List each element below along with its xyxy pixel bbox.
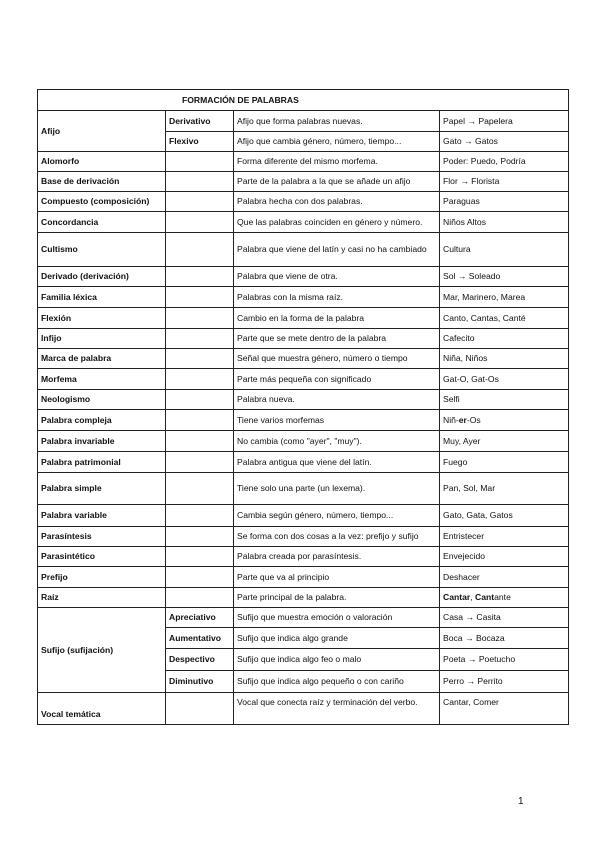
term-cell: Sufijo (sufijación): [38, 608, 166, 693]
empty-cell: [166, 287, 234, 308]
term-cell: Neologismo: [38, 390, 166, 410]
example-cell: [440, 410, 569, 431]
table-row: [38, 452, 569, 473]
subtype-cell: Derivativo: [166, 111, 234, 132]
definition-cell: Sufijo que indica algo grande: [234, 628, 440, 649]
table-row: [38, 608, 569, 628]
definition-cell: Palabra que viene del latín y casi no ha cambiado: [234, 233, 440, 267]
empty-cell: [166, 588, 234, 608]
table-row: [38, 505, 569, 527]
table-title: FORMACIÓN DE PALABRAS: [182, 94, 299, 105]
example-cell: Sol → Soleado: [440, 267, 569, 287]
definition-cell: Se forma con dos cosas a la vez: prefijo y sufijo: [234, 527, 440, 547]
term-cell: Raíz: [38, 588, 166, 608]
example-cell: Muy, Ayer: [440, 431, 569, 452]
empty-cell: [166, 410, 234, 431]
term-cell: Morfema: [38, 369, 166, 390]
example-prefix: Niñ-: [443, 414, 459, 425]
example-cell: Selfi: [440, 390, 569, 410]
table-row: [38, 588, 569, 608]
example-cell: Cafecito: [440, 329, 569, 349]
table-row: [38, 547, 569, 567]
empty-cell: [166, 473, 234, 505]
empty-cell: [166, 452, 234, 473]
example-cell: Deshacer: [440, 567, 569, 588]
definition-cell: Sufijo que muestra emoción o valoración: [234, 608, 440, 628]
subtype-cell: Despectivo: [166, 649, 234, 671]
example-cell: Entristecer: [440, 527, 569, 547]
example-highlight: Cant: [475, 592, 495, 602]
example-cell: Pan, Sol, Mar: [440, 473, 569, 505]
definition-cell: Sufijo que indica algo feo o malo: [234, 649, 440, 671]
empty-cell: [166, 192, 234, 212]
example-cell: Poder: Puedo, Podría: [440, 152, 569, 172]
definition-cell: Parte principal de la palabra.: [234, 588, 440, 608]
example-cell: Mar, Marinero, Marea: [440, 287, 569, 308]
term-cell: Alomorfo: [38, 152, 166, 172]
example-cell: Niños Altos: [440, 212, 569, 233]
table-row: [38, 527, 569, 547]
table-row: [38, 233, 569, 267]
empty-cell: [166, 152, 234, 172]
term-cell: Vocal temática: [38, 693, 166, 725]
definition-cell: Sufijo que indica algo pequeño o con cariño: [234, 671, 440, 693]
definition-cell: Parte que va al principio: [234, 567, 440, 588]
example-cell: Envejecido: [440, 547, 569, 567]
empty-cell: [166, 329, 234, 349]
subtype-cell: Flexivo: [166, 132, 234, 152]
example-suffix: -Os: [466, 414, 481, 425]
table-title-cell: [38, 90, 569, 111]
empty-cell: [166, 693, 234, 725]
empty-cell: [166, 267, 234, 287]
definition-cell: Que las palabras coinciden en género y número.: [234, 212, 440, 233]
empty-cell: [166, 308, 234, 329]
definition-cell: No cambia (como "ayer", "muy").: [234, 431, 440, 452]
term-cell: Base de derivación: [38, 172, 166, 192]
term-cell: Parasíntesis: [38, 527, 166, 547]
subtype-cell: Aumentativo: [166, 628, 234, 649]
term-cell: Infijo: [38, 329, 166, 349]
table-row: [38, 329, 569, 349]
term-cell: Palabra simple: [38, 473, 166, 505]
example-cell: Cantar, Comer: [440, 693, 569, 725]
empty-cell: [166, 547, 234, 567]
term-cell: Familia léxica: [38, 287, 166, 308]
example-cell: Papel → Papelera: [440, 111, 569, 132]
table-row: [38, 152, 569, 172]
example-highlight: Cantar: [443, 592, 471, 602]
table-row: [38, 410, 569, 431]
table-row: [38, 369, 569, 390]
definition-cell: Palabra creada por parasíntesis.: [234, 547, 440, 567]
example-suffix: ante: [494, 592, 511, 602]
term-cell: Cultismo: [38, 233, 166, 267]
table-row: [38, 172, 569, 192]
term-cell: Palabra compleja: [38, 410, 166, 431]
empty-cell: [166, 505, 234, 527]
definition-cell: Vocal que conecta raíz y terminación del verbo.: [234, 693, 440, 725]
empty-cell: [166, 527, 234, 547]
table-row: [38, 212, 569, 233]
term-cell: Palabra patrimonial: [38, 452, 166, 473]
empty-cell: [166, 233, 234, 267]
table-row: [38, 192, 569, 212]
definition-cell: Cambio en la forma de la palabra: [234, 308, 440, 329]
empty-cell: [166, 567, 234, 588]
example-cell: Gato → Gatos: [440, 132, 569, 152]
definition-cell: Afijo que cambia género, número, tiempo...: [234, 132, 440, 152]
table-row: [38, 567, 569, 588]
term-cell: Palabra variable: [38, 505, 166, 527]
table-row: [38, 431, 569, 452]
definition-cell: Tiene solo una parte (un lexema).: [234, 473, 440, 505]
table-row: [38, 308, 569, 329]
empty-cell: [166, 212, 234, 233]
definition-cell: Afijo que forma palabras nuevas.: [234, 111, 440, 132]
table-row: [38, 267, 569, 287]
table-row: [38, 111, 569, 132]
empty-cell: [166, 369, 234, 390]
term-cell: Afijo: [38, 111, 166, 152]
subtype-cell: Diminutivo: [166, 671, 234, 693]
empty-cell: [166, 431, 234, 452]
definition-cell: Parte de la palabra a la que se añade un afijo: [234, 172, 440, 192]
example-cell: Paraguas: [440, 192, 569, 212]
term-cell: Concordancia: [38, 212, 166, 233]
definition-cell: Cambia según género, número, tiempo...: [234, 505, 440, 527]
term-cell: Derivado (derivación): [38, 267, 166, 287]
definition-cell: Parte que se mete dentro de la palabra: [234, 329, 440, 349]
page-number: 1: [518, 796, 524, 807]
definition-cell: Palabra hecha con dos palabras.: [234, 192, 440, 212]
example-cell: Boca → Bocaza: [440, 628, 569, 649]
definition-cell: Palabras con la misma raíz.: [234, 287, 440, 308]
term-cell: Flexión: [38, 308, 166, 329]
example-cell: Gato, Gata, Gatos: [440, 505, 569, 527]
definition-cell: Palabra antigua que viene del latín.: [234, 452, 440, 473]
table-row: [38, 349, 569, 369]
example-cell: Perro → Perrito: [440, 671, 569, 693]
table-row: [38, 693, 569, 725]
empty-cell: [166, 172, 234, 192]
example-cell: Fuego: [440, 452, 569, 473]
definition-cell: Forma diferente del mismo morfema.: [234, 152, 440, 172]
example-cell: Gat-O, Gat-Os: [440, 369, 569, 390]
example-highlight: er: [458, 414, 467, 425]
definition-cell: Tiene varios morfemas: [234, 410, 440, 431]
definition-cell: Parte más pequeña con significado: [234, 369, 440, 390]
term-cell: Compuesto (composición): [38, 192, 166, 212]
definition-cell: Señal que muestra género, número o tiempo: [234, 349, 440, 369]
table-row: [38, 390, 569, 410]
subtype-cell: Apreciativo: [166, 608, 234, 628]
example-cell: Cultura: [440, 233, 569, 267]
example-cell: Casa → Casita: [440, 608, 569, 628]
table-row: [38, 473, 569, 505]
example-cell: Flor → Florista: [440, 172, 569, 192]
example-cell: Niña, Niños: [440, 349, 569, 369]
term-cell: Parasintético: [38, 547, 166, 567]
term-cell: Marca de palabra: [38, 349, 166, 369]
term-cell: Prefijo: [38, 567, 166, 588]
table-row: [38, 287, 569, 308]
table-title-row: [38, 90, 569, 111]
empty-cell: [166, 349, 234, 369]
example-cell: Poeta → Poetucho: [440, 649, 569, 671]
definition-cell: Palabra que viene de otra.: [234, 267, 440, 287]
definition-cell: Palabra nueva.: [234, 390, 440, 410]
term-cell: Palabra invariable: [38, 431, 166, 452]
example-separator: ,: [470, 592, 476, 602]
example-cell: [440, 588, 569, 608]
empty-cell: [166, 390, 234, 410]
word-formation-table: [37, 89, 569, 725]
example-cell: Canto, Cantas, Canté: [440, 308, 569, 329]
